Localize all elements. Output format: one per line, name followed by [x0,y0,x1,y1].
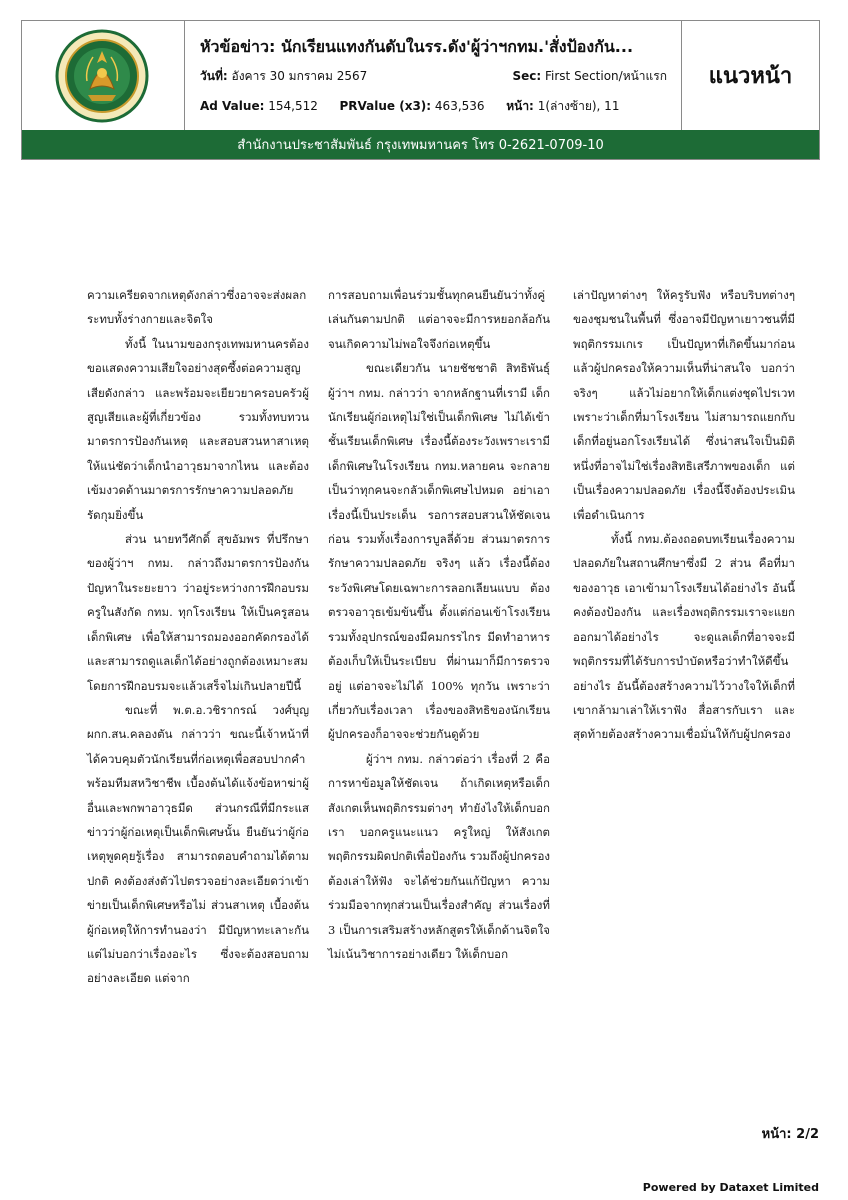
section-info [512,67,667,86]
ad-value-label: Ad Value: [200,99,265,113]
pr-value-label: PRValue (x3): [339,99,432,113]
date-label: วันที่: [200,69,228,83]
date-value: อังคาร 30 มกราคม 2567 [231,69,368,83]
pr-value: 463,536 [434,99,485,113]
clipping-header [21,20,820,160]
sec-label: Sec: [512,69,542,83]
headline-label: หัวข้อข่าว: [200,37,276,56]
page-label: หน้า: [506,99,534,113]
footer-credit: Powered by Dataxet Limited [642,1181,819,1194]
value-row [200,97,619,116]
paragraph: เล่าปัญหาต่างๆ ให้ครูรับฟัง หรือบริบทต่างๆ ของชุมชนในพื้นที่ ซึ่งอาจมีปัญหาเยาวชนที่มีพฤติกรรมเกเร เป็นปัญหาที่เกิดขึ้นมาก่อนแล้วผู้ปกครองให้ความเห็นที่น่าสนใจ บอกว่าจริงๆ แล้วไม่อยากให้เด็กแต่งชุดไปรเวท เพราะว่าเด็กที่มาโรงเรียน ไม่สามารถแยกกับเด็กที่อยู่นอกโรงเรียนได้ ซึ่งน่าสนใจเป็นมิติหนึ่งที่อาจไม่ใช่เรื่องสิทธิเสรีภาพของเด็ก แต่เป็นเรื่องความปลอดภัย เรื่องนี้จึงต้องประเมินเพื่อดำเนินการ [573,288,795,522]
paragraph: ทั้งนี้ กทม.ต้องถอดบทเรียนเรื่องความปลอดภัยในสถานศึกษาซึ่งมี 2 ส่วน คือที่มาของอาวุธ เอาเข้ามาโรงเรียนได้อย่างไร อันนี้คงต้องป้องกัน และเรื่องพฤติกรรมเราจะแยกออกมาได้อย่างไร จะดูแลเด็กที่อาจจะมีพฤติกรรมที่ได้รับการบำบัดหรือว่าทำให้ดีขึ้นอย่างไร อันนี้ต้องสร้างความไว้วางใจให้เด็กที่เขากล้ามาเล่าให้เราฟัง สื่อสารกับเรา และสุดท้ายต้องสร้างความเชื่อมั่นให้กับผู้ปกครอง [573,532,795,742]
headline-text: นักเรียนแทงกันดับในรร.ดัง'ผู้ว่าฯกทม.'สั่งป้องกัน... [280,37,634,56]
article-column-3 [573,283,795,747]
newspaper-name: แนวหน้า [708,64,793,89]
bangkok-seal-icon [55,29,149,123]
paragraph: การสอบถามเพื่อนร่วมชั้นทุกคนยืนยันว่าทั้งคู่เล่นกันตามปกติ แต่อาจจะมีการหยอกล้อกันจนเกิดความไม่พอใจจึงก่อเหตุขึ้น [328,288,550,351]
article-column-2 [328,283,550,966]
page-number: หน้า: 2/2 [761,1127,819,1142]
paragraph: ทั้งนี้ ในนามของกรุงเทพมหานครต้องขอแสดงความเสียใจอย่างสุดซึ้งต่อความสูญเสียดังกล่าว และพร้อมจะเยียวยาครอบครัวผู้สูญเสียและผู้ที่เกี่ยวข้อง รวมทั้งทบทวนมาตรการป้องกันเหตุ และสอบสวนหาสาเหตุให้แน่ชัดว่าเด็กนำอาวุธมาจากไหน และต้องเข้มงวดด้านมาตรการรักษาความปลอดภัยรัดกุมยิ่งขึ้น [87,336,309,522]
page-value: 1(ล่างซ้าย), 11 [537,99,620,113]
paragraph: ขณะที่ พ.ต.อ.วชิรากรณ์ วงศ์บุญ ผกก.สน.คลองตัน กล่าวว่า ขณะนี้เจ้าหน้าที่ได้ควบคุมตัวนักเรียนที่ก่อเหตุเพื่อสอบปากคำพร้อมทีมสหวิชาชีพ เบื้องต้นได้แจ้งข้อหาฆ่าผู้อื่นและพกพาอาวุธมีด ส่วนกรณีที่มีกระแสข่าวว่าผู้ก่อเหตุเป็นเด็กพิเศษนั้น ยืนยันว่าผู้ก่อเหตุพูดคุยรู้เรื่อง สามารถตอบคำถามได้ตามปกติ คงต้องส่งตัวไปตรวจอย่างละเอียดว่าเข้าข่ายเป็นเด็กพิเศษหรือไม่ ส่วนสาเหตุ เบื้องต้นผู้ก่อเหตุให้การทำนองว่า มีปัญหาทะเลาะกันแต่ไม่บอกว่าเรื่องอะไร ซึ่งจะต้องสอบถามอย่างละเอียด แต่จาก [87,702,309,986]
article-column-1 [87,283,309,991]
paragraph: ความเครียดจากเหตุดังกล่าวซึ่งอาจจะส่งผลกระทบทั้งร่างกายและจิตใจ [87,288,307,327]
sec-value: First Section/หน้าแรก [545,69,667,83]
paragraph: ส่วน นายทวีศักดิ์ สุขอัมพร ที่ปรึกษาของผู้ว่าฯ กทม. กล่าวถึงมาตรการป้องกันปัญหาในระยะยาว ว่าอยู่ระหว่างการฝึกอบรมครูในสังกัด กทม. ทุกโรงเรียน ให้เป็นครูสอนเด็กพิเศษ เพื่อให้สามารถมองออกคัดกรองได้และสามารถดูแลเด็กได้อย่างถูกต้องเหมาะสม โดยการฝึกอบรมจะแล้วเสร็จไม่เกินปลายปีนี้ [87,532,309,693]
paragraph: ผู้ว่าฯ กทม. กล่าวต่อว่า เรื่องที่ 2 คือการหาข้อมูลให้ชัดเจน ถ้าเกิดเหตุหรือเด็กสังเกตเห็นพฤติกรรมต่างๆ ทำยังไงให้เด็กบอกเรา บอกครูแนะแนว ครูใหญ่ ให้สังเกตพฤติกรรมผิดปกติเพื่อป้องกัน รวมถึงผู้ปกครองต้องเล่าให้ฟัง จะได้ช่วยกันแก้ปัญหา ความร่วมมือจากทุกส่วนเป็นเรื่องสำคัญ ส่วนเรื่องที่ 3 เป็นการเสริมสร้างหลักสูตรให้เด็กด้านจิตใจ ไม่เน้นวิชาการอย่างเดียว ให้เด็กบอก [328,751,550,961]
date-row [200,67,667,86]
ad-value: 154,512 [268,99,318,113]
paragraph: ขณะเดียวกัน นายชัชชาติ สิทธิพันธุ์ ผู้ว่าฯ กทม. กล่าวว่า จากหลักฐานที่เรามี เด็กนักเรียนผู้ก่อเหตุไม่ใช่เป็นเด็กพิเศษ ไม่ได้เข้าชั้นเรียนเด็กพิเศษ เรื่องนี้ต้องระวังเพราะเรามีเด็กพิเศษในโรงเรียน กทม.หลายคน จะกลายเป็นว่าทุกคนจะกลัวเด็กพิเศษไปหมด อย่าเอาเรื่องนี้เป็นประเด็น รอการสอบสวนให้ชัดเจนก่อน รวมทั้งเรื่องการบูลลี่ด้วย ส่วนมาตรการรักษาความปลอดภัย จริงๆ แล้ว เรื่องนี้ต้องระวังพิเศษโดยเฉพาะการลอกเลียนแบบ ต้องตรวจอาวุธเข้มข้นขึ้น ตั้งแต่ก่อนเข้าโรงเรียน รวมทั้งอุปกรณ์ของมีคมกรรไกร มีดทำอาหารต้องเก็บให้เป็นระเบียบ ที่ผ่านมาก็มีการตรวจอยู่ แต่อาจจะไม่ได้ 100% ทุกวัน เพราะว่าเกี่ยวกับเรื่องเวลา เรื่องของสิทธิของนักเรียน ผู้ปกครองก็อาจจะช่วยกันดูด้วย [328,361,550,742]
headline-row [200,35,633,60]
clipping-info [185,21,682,130]
agency-bar: สำนักงานประชาสัมพันธ์ กรุงเทพมหานคร โทร 0-2621-0709-10 [22,130,819,159]
logo-cell [22,21,185,130]
